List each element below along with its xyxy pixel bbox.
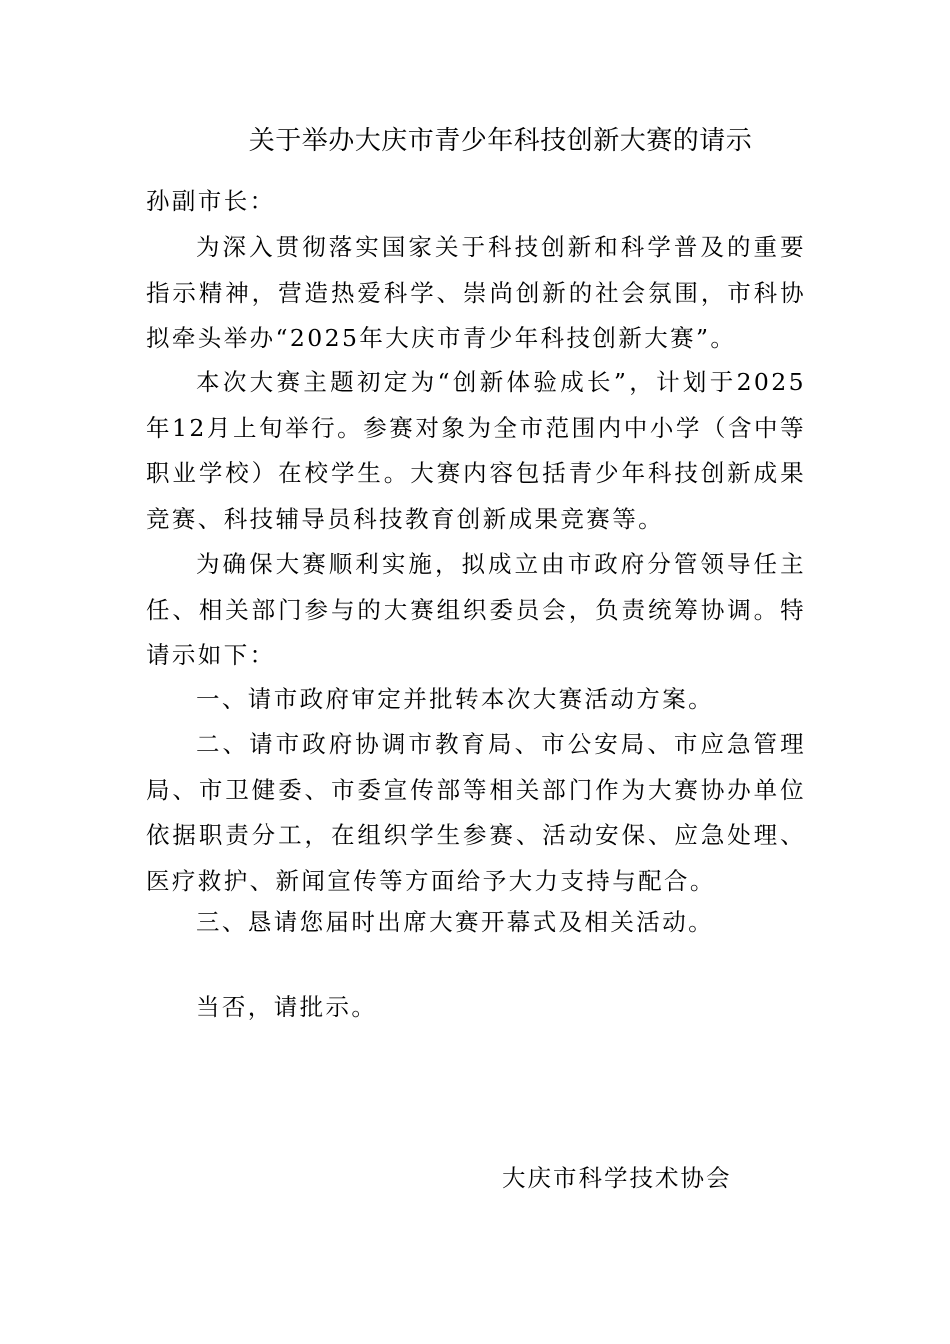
signature-organization: 大庆市科学技术协会: [502, 1164, 732, 1192]
request-item-3: 三、恳请您届时出席大赛开幕式及相关活动。: [196, 908, 714, 936]
salutation: 孙副市长：: [146, 187, 276, 215]
paragraph-purpose: 为深入贯彻落实国家关于科技创新和科学普及的重要指示精神，营造热爱科学、崇尚创新的社会氛围，市科协拟牵头举办“2025年大庆市青少年科技创新大赛”。: [146, 233, 806, 352]
closing-line: 当否，请批示。: [196, 993, 378, 1021]
document-title: 关于举办大庆市青少年科技创新大赛的请示: [248, 126, 753, 156]
paragraph-committee: 为确保大赛顺利实施，拟成立由市政府分管领导任主任、相关部门参与的大赛组织委员会，负责统筹协调。特请示如下：: [146, 550, 806, 669]
request-item-1: 一、请市政府审定并批转本次大赛活动方案。: [196, 685, 714, 713]
paragraph-details: 本次大赛主题初定为“创新体验成长”，计划于2025年12月上旬举行。参赛对象为全市范围内中小学（含中等职业学校）在校学生。大赛内容包括青少年科技创新成果竞赛、科技辅导员科技教育创新成果竞赛等。: [146, 368, 806, 533]
request-item-2: 二、请市政府协调市教育局、市公安局、市应急管理局、市卫健委、市委宣传部等相关部门作为大赛协办单位依据职责分工，在组织学生参赛、活动安保、应急处理、医疗救护、新闻宣传等方面给予大力支持与配合。: [146, 730, 806, 895]
